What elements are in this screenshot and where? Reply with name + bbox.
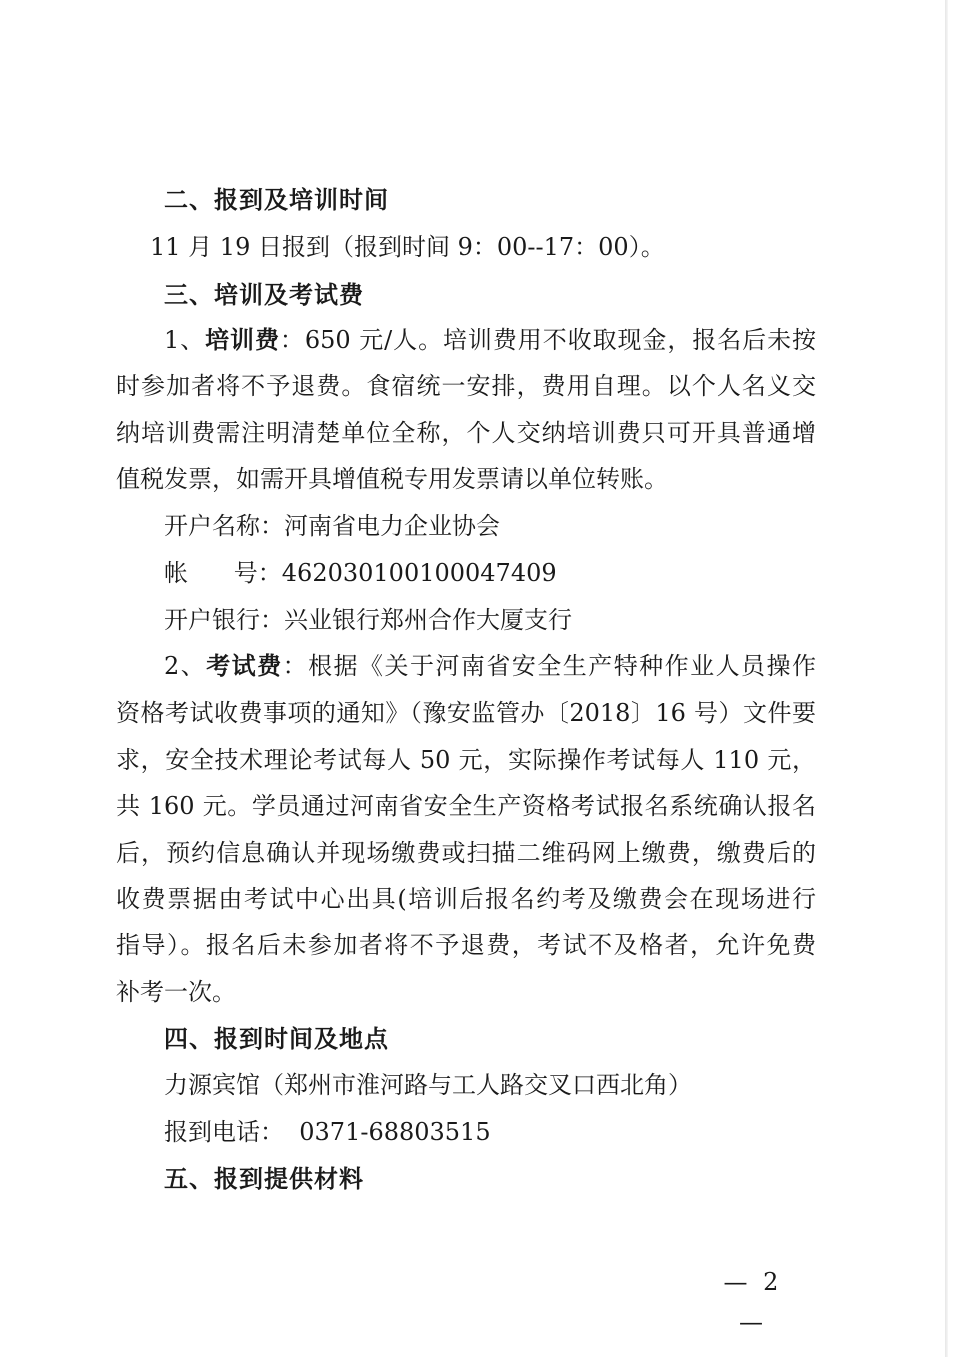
fee2-prefix: 2、 [164, 652, 207, 680]
location-text: 力源宾馆（郑州市淮河路与工人路交叉口西北角） [164, 1071, 692, 1099]
fee2-label: 考试费 [206, 652, 283, 680]
phone-text: 报到电话： 0371-68803515 [164, 1118, 491, 1146]
fee2-paragraph-line1 [164, 643, 816, 689]
account-number-label: 帐 号： [164, 559, 282, 587]
fee2-line4: 共 160 元。学员通过河南省安全生产资格考试报名系统确认报名 [116, 792, 816, 820]
section-2-heading: 二、报到及培训时间 [164, 186, 389, 214]
fee1-line4: 值税发票，如需开具增值税专用发票请以单位转账。 [116, 465, 668, 493]
fee2-line2: 资格考试收费事项的通知》（豫安监管办〔2018〕16 号）文件要 [116, 699, 816, 727]
fee2-line5: 后，预约信息确认并现场缴费或扫描二维码网上缴费，缴费后的 [116, 839, 816, 867]
fee2-line1: ：根据《关于河南省安全生产特种作业人员操作 [282, 652, 816, 680]
account-number: 462030100100047409 [281, 559, 557, 587]
fee2-line7: 指导）。报名后未参加者将不予退费，考试不及格者，允许免费 [116, 931, 816, 959]
fee1-line3: 纳培训费需注明清楚单位全称，个人交纳培训费只可开具普通增 [116, 419, 816, 447]
fee2-line6: 收费票据由考试中心出具(培训后报名约考及缴费会在现场进行 [116, 885, 816, 913]
fee1-line1: ：650 元/人。培训费用不收取现金，报名后未按 [279, 326, 816, 354]
fee2-line8: 补考一次。 [116, 978, 236, 1006]
section-3-heading: 三、培训及考试费 [164, 281, 364, 309]
section-2-text: 11 月 19 日报到（报到时间 9：00--17：00）。 [150, 233, 665, 261]
section-5-heading: 五、报到提供材料 [164, 1165, 364, 1193]
account-name: 开户名称：河南省电力企业协会 [164, 512, 500, 540]
page-number: — 2 — [723, 1268, 783, 1336]
fee2-line3: 求，安全技术理论考试每人 50 元，实际操作考试每人 110 元， [116, 746, 816, 774]
account-number-row [0, 550, 960, 596]
fee1-line2: 时参加者将不予退费。食宿统一安排，费用自理。以个人名义交 [116, 372, 816, 400]
fee1-label: 培训费 [205, 326, 280, 354]
fee1-paragraph-line1 [164, 317, 816, 363]
fee1-prefix: 1、 [164, 326, 206, 354]
account-bank: 开户银行：兴业银行郑州合作大厦支行 [164, 606, 572, 634]
section-4-heading: 四、报到时间及地点 [164, 1025, 389, 1053]
